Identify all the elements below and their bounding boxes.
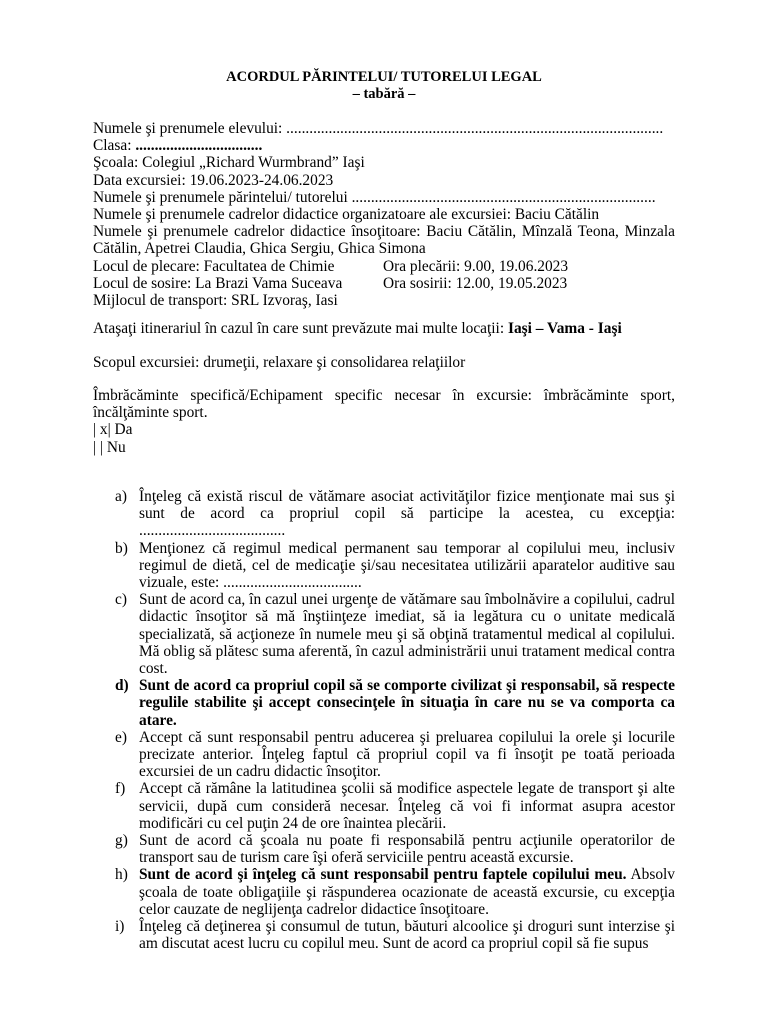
itinerary-line	[93, 320, 675, 337]
clause-label: i)	[115, 918, 125, 936]
class-label: Clasa:	[93, 137, 136, 155]
clause-label: g)	[115, 832, 128, 850]
clause-a	[93, 488, 675, 540]
clause-e	[93, 729, 675, 781]
clause-text: Absolv şcoala de toate obligaţiile şi răspunderea ocazionate de această excursie, cu excepţia celor cauzate de neglijenţa cadrelor didactice însoţitoare.	[139, 866, 676, 918]
companions-field: Numele şi prenumele cadrelor didactice însoţitoare: Baciu Cătălin, Mînzală Teona, Minzala Cătălin, Apetrei Claudia, Ghica Sergiu, Ghica Simona	[93, 223, 675, 258]
clause-text: Sunt de acord ca propriul copil să se comporte civilizat şi responsabil, să respecte regulile stabilite şi accept consecinţele în situaţia în care nu se va comporta ca atare.	[139, 677, 675, 729]
departure-row	[93, 258, 675, 275]
option-yes: | x| Da	[93, 421, 133, 439]
clause-b	[93, 540, 675, 592]
clause-label: h)	[115, 866, 128, 884]
clause-g	[93, 832, 675, 866]
consent-clauses	[93, 488, 675, 952]
arrival-time: Ora sosirii: 12.00, 19.05.2023	[383, 274, 568, 292]
clause-i	[93, 918, 675, 952]
clause-text: Înţeleg că deţinerea şi consumul de tutun, băuturi alcoolice şi droguri sunt interzise şi am discutat acest lucru cu copilul meu. Sunt de acord ca propriul copil să fie supus	[139, 918, 675, 953]
clause-label: e)	[115, 728, 127, 746]
clause-text: Menţionez că regimul medical permanent sau temporar al copilului meu, inclusiv regimul de dietă, cel de medicaţie şi/sau necesitatea utilizării aparatelor auditive sau vizuale, este: ....................................	[139, 539, 675, 592]
parent-name-field: Numele şi prenumele părintelui/ tutorelui ...............................................................................	[93, 188, 656, 206]
clause-text: Accept că rămâne la latitudinea şcolii să modifice aspectele legate de transport şi alte servicii, după cum consideră necesar. Înţeleg că voi fi informat asupra acestor modificări cu cel puţin 24 de ore înaintea plecării.	[139, 780, 675, 832]
clause-label: c)	[115, 591, 127, 609]
clause-label: f)	[115, 780, 126, 798]
equipment-text: Îmbrăcăminte specifică/Echipament specific necesar în excursie: îmbrăcăminte sport, încălţăminte sport.	[93, 387, 675, 422]
clause-text: Înţeleg că există riscul de vătămare asociat activităţilor fizice menţionate mai sus şi sunt de acord ca propriul copil să participe la acestea, cu excepţia: ......................................	[139, 488, 675, 540]
document-subtitle: – tabără –	[352, 86, 416, 102]
clause-f	[93, 780, 675, 832]
clause-bold-text: Sunt de acord şi înţeleg că sunt responsabil pentru faptele copilului meu.	[139, 866, 627, 884]
arrival-place: Locul de sosire: La Brazi Vama Suceava	[93, 274, 343, 292]
school-field: Şcoala: Colegiul „Richard Wurmbrand” Iaşi	[93, 154, 365, 172]
organizers-field: Numele şi prenumele cadrelor didactice organizatoare ale excursiei: Baciu Cătălin	[93, 206, 600, 224]
departure-place: Locul de plecare: Facultatea de Chimie	[93, 257, 335, 275]
clause-d	[93, 677, 675, 729]
clause-label: d)	[115, 677, 129, 695]
clause-h	[93, 866, 675, 918]
arrival-row	[93, 275, 675, 292]
clause-label: a)	[115, 488, 127, 505]
student-name-field: Numele şi prenumele elevului: ..................................................................................................	[93, 120, 664, 137]
equipment-section	[93, 387, 675, 456]
clause-text: Sunt de acord că şcoala nu poate fi responsabilă pentru acţiunile operatorilor de transport sau de turism care îşi oferă serviciile pentru această excursie.	[139, 832, 675, 867]
class-value: .................................	[135, 137, 263, 155]
class-field	[93, 137, 675, 154]
trip-details	[93, 120, 675, 309]
transport-field: Mijlocul de transport: SRL Izvoraş, Iasi	[93, 292, 338, 310]
clause-text: Accept că sunt responsabil pentru aducerea şi preluarea copilului la orele şi locurile precizate anterior. Înţeleg faptul că propriul copil va fi însoţit pe toată perioada excursiei de un cadru didactic însoţitor.	[139, 728, 675, 781]
option-no: | | Nu	[93, 438, 126, 456]
departure-time: Ora plecării: 9.00, 19.06.2023	[383, 257, 569, 275]
trip-date-field: Data excursiei: 19.06.2023-24.06.2023	[93, 171, 334, 189]
itinerary-value: Iaşi – Vama - Iaşi	[507, 320, 622, 337]
document-title: ACORDUL PĂRINTELUI/ TUTORELUI LEGAL	[226, 69, 542, 85]
clause-c	[93, 591, 675, 677]
purpose-line: Scopul excursiei: drumeţii, relaxare şi consolidarea relaţiilor	[93, 354, 466, 371]
clause-text: Sunt de acord ca, în cazul unei urgenţe de vătămare sau îmbolnăvire a copilului, cadrul didactic însoţitor să mă înştiinţeze imediat, să ia legătura cu o unitate medicală specializată, să acţioneze în numele meu şi să obţină tratamentul medical al copilului. Mă oblig să plătesc suma aferentă, în cazul administrării unui tratament medical contra cost.	[139, 591, 675, 678]
itinerary-label: Ataşaţi itinerariul în cazul în care sunt prevăzute mai multe locaţii:	[93, 320, 508, 337]
clause-label: b)	[115, 539, 128, 557]
